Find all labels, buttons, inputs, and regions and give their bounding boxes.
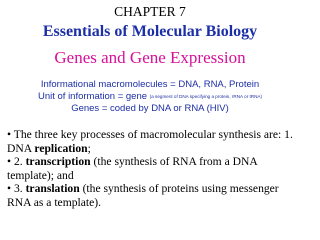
gene-definition-note: (a segment of DNA specifying a protein, rRNA or tRNA) [149,94,263,99]
bullet-transcription-prefix: • 2. [7,155,26,169]
info-line-genes: Genes = coded by DNA or RNA (HIV) [71,103,229,114]
info-line-unit-text: Unit of information = gene [37,91,150,102]
bullet-translation-prefix: • 3. [7,182,26,196]
term-transcription: transcription [25,155,91,169]
bullet-transcription-suffix: (the synthesis of RNA from a DNA template); and [7,155,258,182]
slide-heading: Genes and Gene Expression [54,48,246,67]
bullet-translation-suffix: (the synthesis of proteins using messenger RNA as a template). [7,182,279,209]
info-line-unit [0,91,300,103]
bullet-translation [7,182,297,209]
chapter-title: CHAPTER 7 [114,4,186,19]
bullet-transcription [7,155,297,182]
term-replication: replication [34,141,88,155]
bullet-list [7,128,297,210]
bullet-replication-suffix: ; [87,141,91,155]
bullet-replication [7,128,297,155]
info-line-macromolecules: Informational macromolecules = DNA, RNA, Protein [40,79,260,90]
term-translation: translation [25,182,80,196]
slide-subtitle: Essentials of Molecular Biology [42,23,258,40]
bullet-replication-prefix: • The three key processes of macromolecular synthesis are: 1. DNA [7,128,293,155]
